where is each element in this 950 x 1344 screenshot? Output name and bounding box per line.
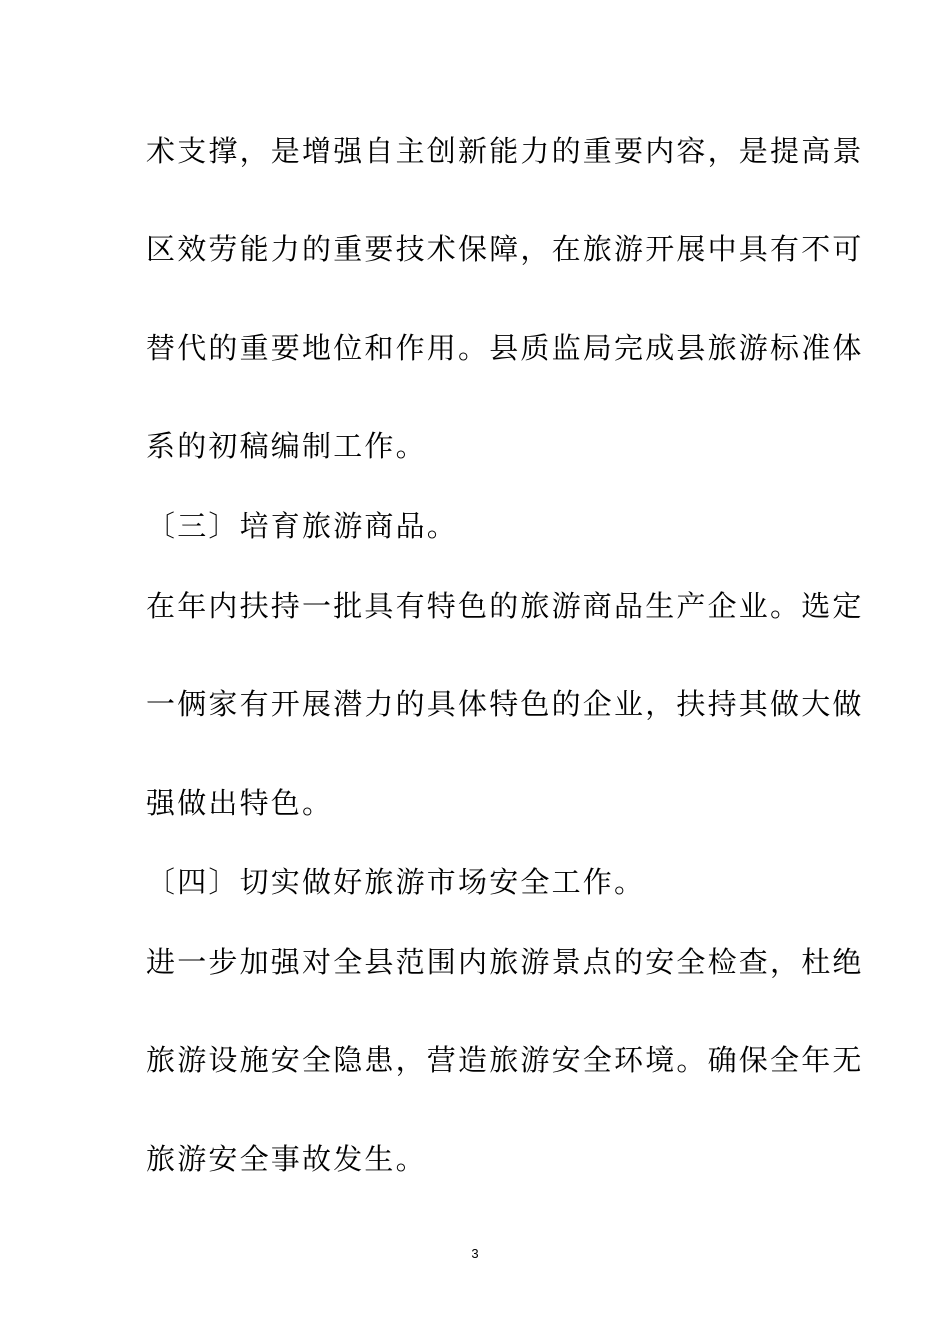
- page-number: 3: [471, 1246, 479, 1261]
- paragraph-line-5: 在年内扶持一批具有特色的旅游商品生产企业。选定: [146, 589, 864, 623]
- paragraph-line-6: 一俩家有开展潜力的具体特色的企业，扶持其做大做: [146, 687, 864, 721]
- paragraph-line-10: 旅游安全事故发生。: [146, 1142, 427, 1176]
- paragraph-line-8: 进一步加强对全县范围内旅游景点的安全检查，杜绝: [146, 945, 864, 979]
- paragraph-line-2: 区效劳能力的重要技术保障，在旅游开展中具有不可: [146, 232, 864, 266]
- paragraph-line-4: 系的初稿编制工作。: [146, 429, 427, 463]
- paragraph-line-9: 旅游设施安全隐患，营造旅游安全环境。确保全年无: [146, 1043, 864, 1077]
- paragraph-line-1: 术支撑，是增强自主创新能力的重要内容，是提高景: [146, 134, 864, 168]
- section-heading-3: 〔三〕培育旅游商品。: [146, 509, 459, 543]
- paragraph-line-3: 替代的重要地位和作用。县质监局完成县旅游标准体: [146, 331, 864, 365]
- section-heading-4: 〔四〕切实做好旅游市场安全工作。: [146, 865, 646, 899]
- paragraph-line-7: 强做出特色。: [146, 786, 334, 820]
